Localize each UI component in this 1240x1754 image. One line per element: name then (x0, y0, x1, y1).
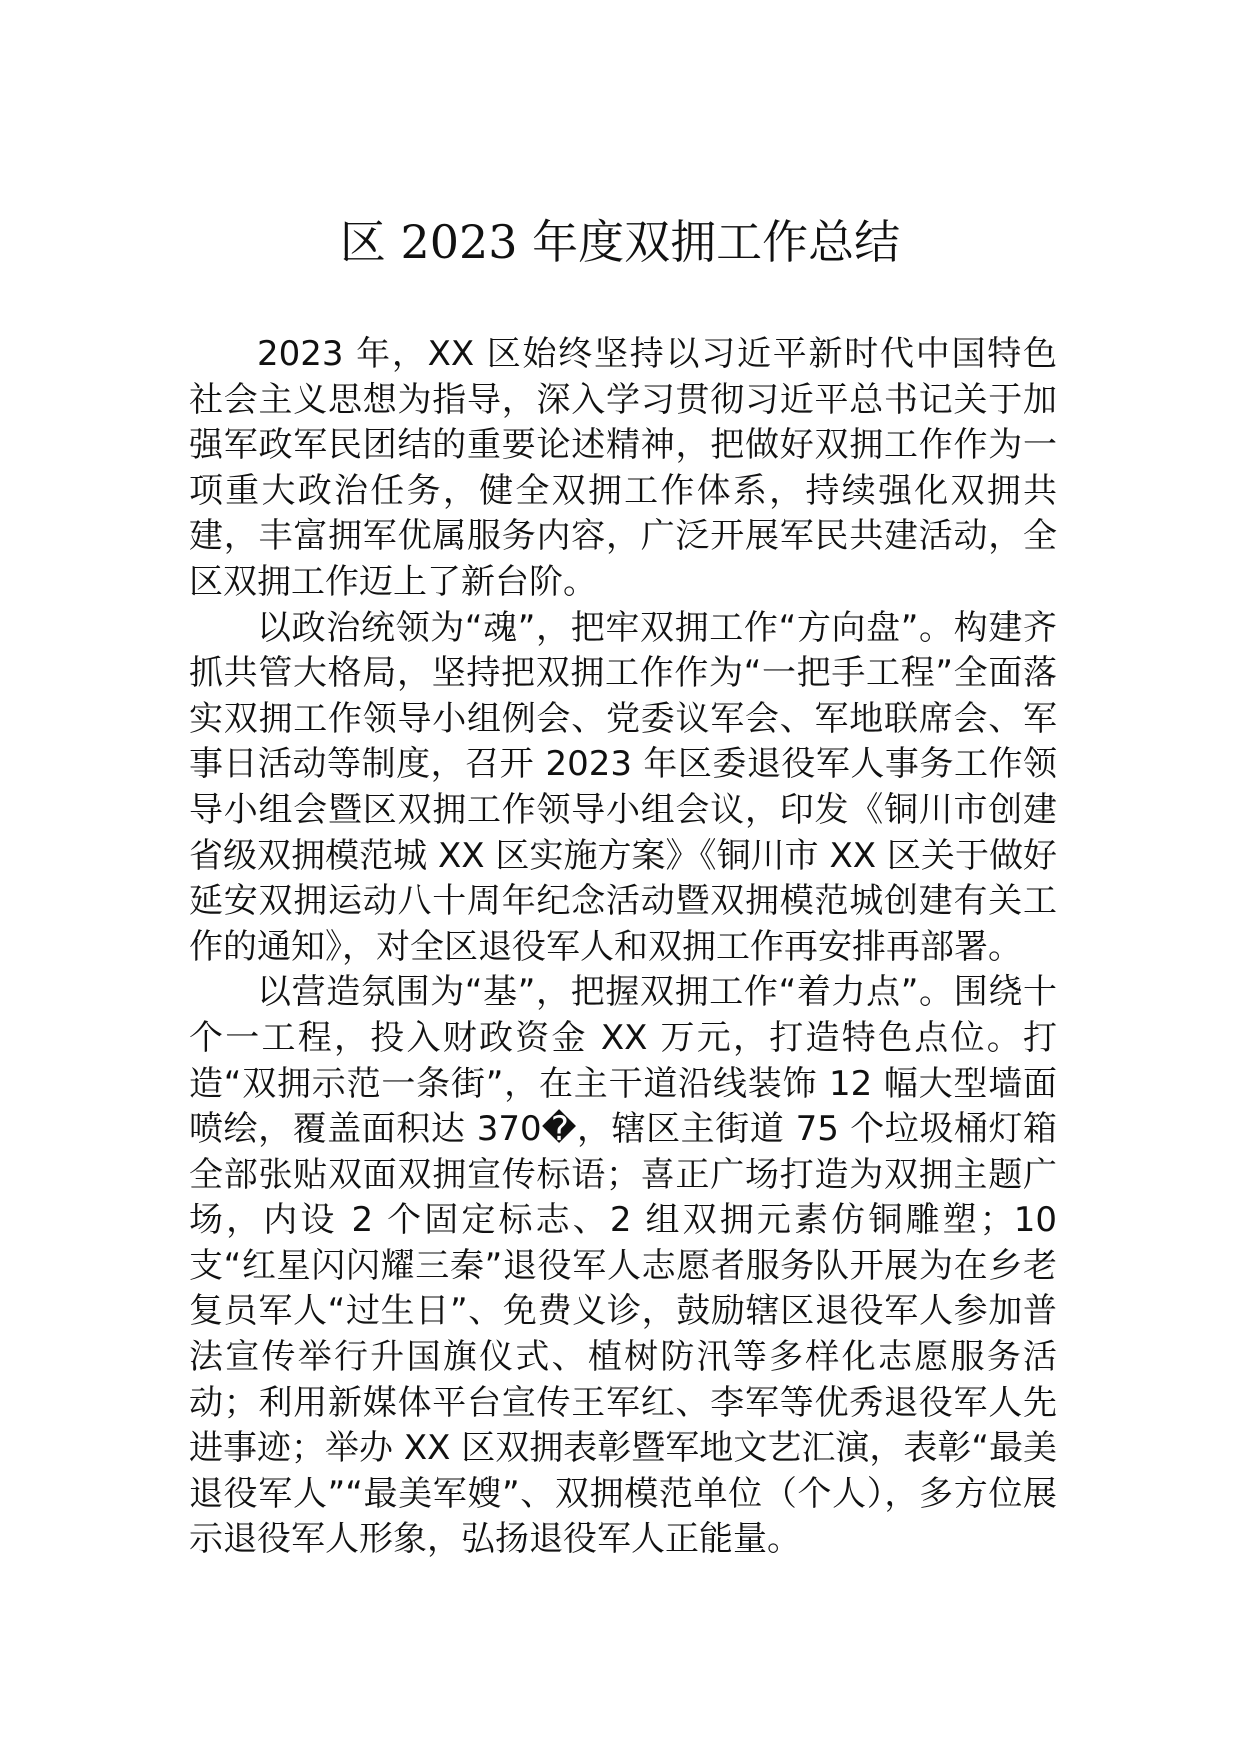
document-body (189, 332, 1057, 1563)
paragraph-political-leadership: 以政治统领为“魂”，把牢双拥工作“方向盘”。构建齐抓共管大格局，坚持把双拥工作作为“一把手工程”全面落实双拥工作领导小组例会、党委议军会、军地联席会、军事日活动等制度，召开 2023 年区委退役军人事务工作领导小组会暨区双拥工作领导小组会议，印发《铜川市创建省级双拥模范城 XX 区实施方案》《铜川市 XX 区关于做好延安双拥运动八十周年纪念活动暨双拥模范城创建有关工作的通知》，对全区退役军人和双拥工作再安排再部署。 (189, 607, 1057, 967)
paragraph-intro: 2023 年，XX 区始终坚持以习近平新时代中国特色社会主义思想为指导，深入学习贯彻习近平总书记关于加强军政军民团结的重要论述精神，把做好双拥工作作为一项重大政治任务，健全双拥工作体系，持续强化双拥共建，丰富拥军优属服务内容，广泛开展军民共建活动，全区双拥工作迈上了新台阶。 (189, 334, 1057, 602)
paragraph-atmosphere: 以营造氛围为“基”，把握双拥工作“着力点”。围绕十个一工程，投入财政资金 XX 万元，打造特色点位。打造“双拥示范一条街”，在主干道沿线装饰 12 幅大型墙面喷绘，覆盖面积达 370�，辖区主街道 75 个垃圾桶灯箱全部张贴双面双拥宣传标语；喜正广场打造为双拥主题广场，内设 2 个固定标志、2 组双拥元素仿铜雕塑；10 支“红星闪闪耀三秦”退役军人志愿者服务队开展为在乡老复员军人“过生日”、免费义诊，鼓励辖区退役军人参加普法宣传举行升国旗仪式、植树防汛等多样化志愿服务活动；利用新媒体平台宣传王军红、李军等优秀退役军人先进事迹；举办 XX 区双拥表彰暨军地文艺汇演，表彰“最美退役军人”“最美军嫂”、双拥模范单位（个人），多方位展示退役军人形象，弘扬退役军人正能量。 (189, 972, 1057, 1560)
document-title: 区 2023 年度双拥工作总结 (339, 215, 901, 269)
